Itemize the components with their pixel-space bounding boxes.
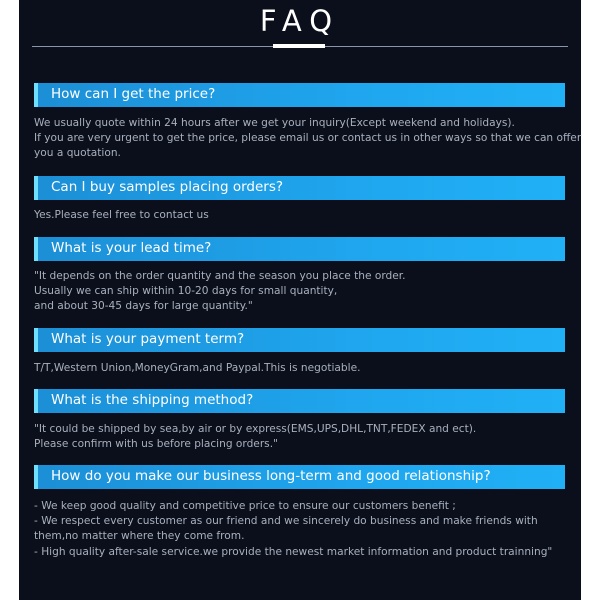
faq-panel [19, 0, 581, 600]
faq-question-bar [34, 237, 565, 261]
faq-question-bar [34, 389, 565, 413]
faq-answer [34, 499, 566, 560]
faq-answer-line: you a quotation. [34, 147, 121, 160]
faq-answer-line: - High quality after-sale service.we provide the newest market information and product trainning" [34, 545, 553, 558]
faq-answer-line: and about 30-45 days for large quantity." [34, 300, 253, 313]
faq-answer [34, 422, 566, 452]
faq-question: How do you make our business long-term and good relationship? [51, 468, 491, 484]
faq-answer [34, 361, 566, 376]
faq-answer-line: "It depends on the order quantity and the season you place the order. [34, 270, 406, 282]
title-underline-accent [273, 44, 325, 48]
faq-answer-line: Please confirm with us before placing orders." [34, 438, 278, 451]
faq-answer-line: If you are very urgent to get the price, please email us or contact us in other ways so that we can offer [34, 132, 582, 145]
faq-question: Can I buy samples placing orders? [51, 179, 284, 195]
faq-answer-line: Usually we can ship within 10-20 days for small quantity, [34, 285, 338, 298]
faq-answer [34, 208, 566, 223]
faq-answer-line: We usually quote within 24 hours after we get your inquiry(Except weekend and holidays). [34, 117, 515, 129]
faq-question: How can I get the price? [51, 86, 216, 102]
faq-question: What is your lead time? [51, 240, 212, 256]
faq-question: What is your payment term? [51, 331, 245, 347]
faq-answer-line: "It could be shipped by sea,by air or by express(EMS,UPS,DHL,TNT,FEDEX and ect). [34, 423, 477, 435]
page-title: FAQ [259, 4, 341, 38]
faq-answer [34, 116, 582, 162]
faq-answer-line: - We respect every customer as our friend and we sincerely do business and make friends with [34, 515, 538, 528]
faq-question: What is the shipping method? [51, 392, 254, 408]
faq-question-bar [34, 83, 565, 107]
faq-answer [34, 269, 566, 315]
faq-question-bar [34, 465, 565, 489]
faq-answer-line: them,no matter where they come from. [34, 530, 245, 543]
faq-answer-line: Yes.Please feel free to contact us [34, 209, 209, 221]
faq-question-bar [34, 328, 565, 352]
faq-answer-line: - We keep good quality and competitive price to ensure our customers benefit ; [34, 500, 456, 512]
faq-answer-line: T/T,Western Union,MoneyGram,and Paypal.This is negotiable. [34, 362, 361, 374]
faq-question-bar [34, 176, 565, 200]
